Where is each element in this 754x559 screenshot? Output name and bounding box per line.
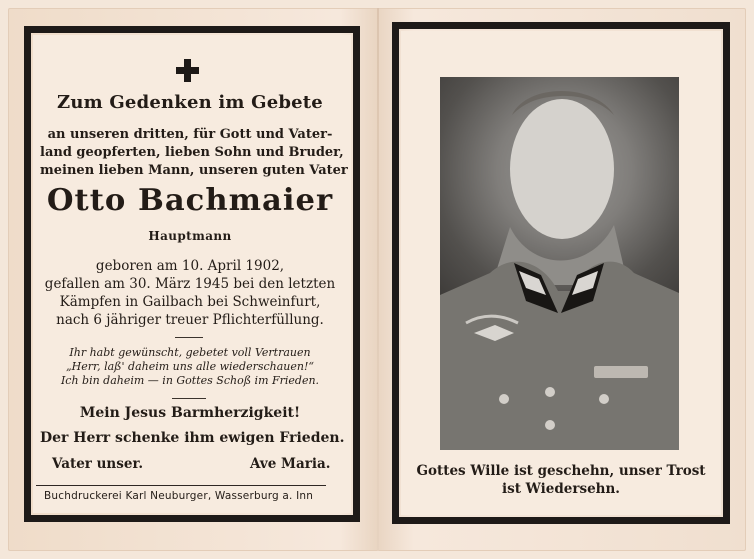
birth-line: Kämpfen in Gailbach bei Schweinfurt, <box>59 294 321 310</box>
card-fold <box>377 8 379 551</box>
prayer-ave-maria: Ave Maria. <box>250 456 331 472</box>
prayer-vater-unser: Vater unser. <box>52 456 144 472</box>
divider <box>172 398 206 399</box>
deceased-rank: Hauptmann <box>148 229 232 243</box>
intro-line: meinen lieben Mann, unseren guten Vater <box>40 163 348 178</box>
intro-text <box>40 126 348 180</box>
birth-line: gefallen am 30. März 1945 bei den letzten <box>44 276 336 292</box>
printer-credit: Buchdruckerei Karl Neuburger, Wasserburg a. Inn <box>44 490 314 502</box>
verse-line: Ihr habt gewünscht, gebetet voll Vertrauen <box>69 346 311 359</box>
deceased-name: Otto Bachmaier <box>46 183 334 218</box>
divider <box>175 337 203 338</box>
intro-line: an unseren dritten, für Gott und Vater- <box>47 127 333 142</box>
portrait-illustration <box>440 77 679 450</box>
intro-line: land geopferten, lieben Sohn und Bruder, <box>40 145 344 160</box>
portrait-photo <box>440 77 679 450</box>
caption-line: Gottes Wille ist geschehn, unser Trost <box>416 463 706 479</box>
cross-icon <box>176 59 199 82</box>
birth-line: geboren am 10. April 1902, <box>95 258 285 274</box>
birth-death-text <box>40 257 340 329</box>
photo-caption <box>408 462 714 498</box>
memorial-heading: Zum Gedenken im Gebete <box>57 92 323 113</box>
printer-rule <box>36 485 326 486</box>
verse-text <box>40 346 340 388</box>
verse-line: Ich bin daheim — in Gottes Schoß im Frieden. <box>60 374 320 387</box>
prayer-line-1: Mein Jesus Barmherzigkeit! <box>79 405 301 421</box>
birth-line: nach 6 jähriger treuer Pflichterfüllung. <box>56 312 324 328</box>
caption-line: ist Wiedersehn. <box>502 481 620 497</box>
verse-line: „Herr, laß' daheim uns alle wiederschauen!“ <box>65 360 315 373</box>
prayer-line-2: Der Herr schenke ihm ewigen Frieden. <box>40 430 345 446</box>
